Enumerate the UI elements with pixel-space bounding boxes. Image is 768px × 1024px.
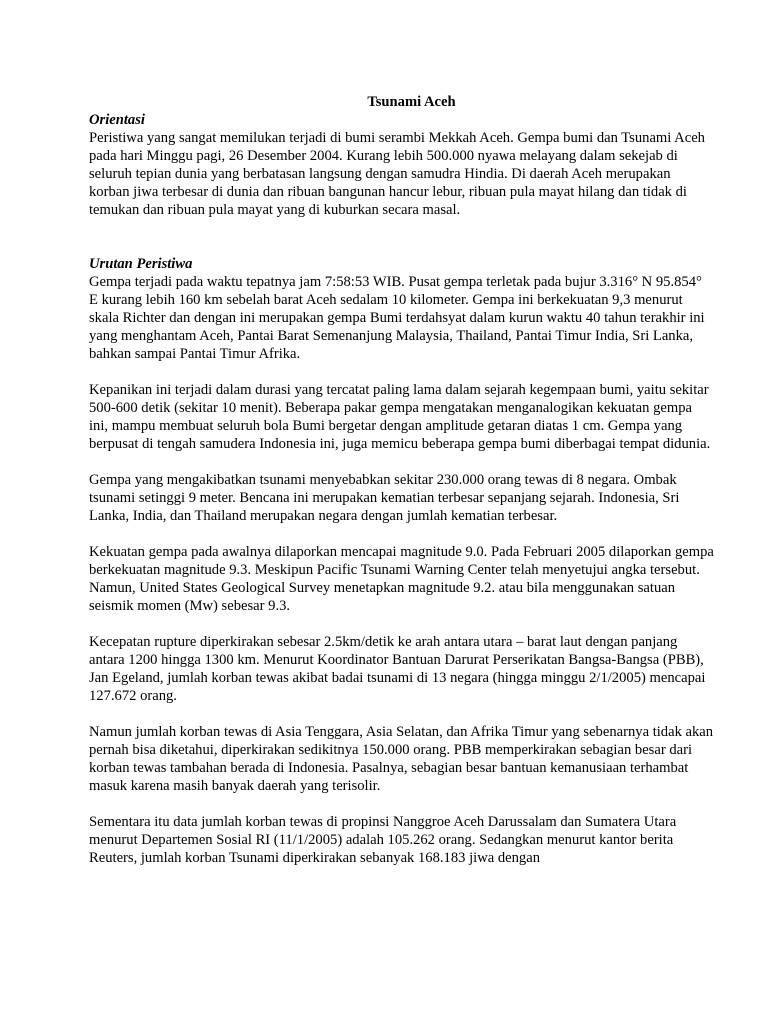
section-spacer: [89, 219, 714, 255]
paragraph-spacer: [89, 795, 714, 813]
section-heading-urutan-peristiwa: Urutan Peristiwa: [89, 256, 193, 272]
paragraph-urutan-2: Kepanikan ini terjadi dalam durasi yang tercatat paling lama dalam sejarah kegempaan bumi, yaitu sekitar 500-600 detik (sekitar 10 menit). Beberapa pakar gempa mengatakan menganalogikan kekuatan gempa ini, mampu membuat seluruh bola Bumi bergetar dengan amplitude getaran diatas 1 cm. Gempa yang berpusat di tengah samudera Indonesia ini, juga memicu beberapa gempa bumi diberbagai tempat didunia.: [89, 382, 711, 452]
paragraph-spacer: [89, 453, 714, 471]
paragraph-orientasi: Peristiwa yang sangat memilukan terjadi di bumi serambi Mekkah Aceh. Gempa bumi dan Tsunami Aceh pada hari Minggu pagi, 26 Desember 2004. Kurang lebih 500.000 nyawa melayang dalam sekejab di seluruh tepian dunia yang berbatasan langsung dengan samudra Hindia. Di daerah Aceh merupakan korban jiwa terbesar di dunia dan ribuan bangunan hancur lebur, ribuan pula mayat hilang dan tidak di temukan dan ribuan pula mayat yang di kuburkan secara masal.: [89, 130, 705, 218]
paragraph-spacer: [89, 705, 714, 723]
document-body: [89, 93, 714, 867]
section-heading-orientasi: Orientasi: [89, 112, 145, 128]
paragraph-urutan-6: Namun jumlah korban tewas di Asia Tenggara, Asia Selatan, dan Afrika Timur yang sebenarnya tidak akan pernah bisa diketahui, diperkirakan sedikitnya 150.000 orang. PBB memperkirakan sebagian besar dari korban tewas tambahan berada di Indonesia. Pasalnya, sebagian besar bantuan kemanusiaan terhambat masuk karena masih banyak daerah yang terisolir.: [89, 724, 714, 794]
document-title: Tsunami Aceh: [367, 94, 456, 110]
paragraph-spacer: [89, 525, 714, 543]
paragraph-urutan-4: Kekuatan gempa pada awalnya dilaporkan mencapai magnitude 9.0. Pada Februari 2005 dilaporkan gempa berkekuatan magnitude 9.3. Meskipun Pacific Tsunami Warning Center telah menyetujui angka tersebut. Namun, United States Geological Survey menetapkan magnitude 9.2. atau bila menggunakan satuan seismik momen (Mw) sebesar 9.3.: [89, 544, 714, 614]
paragraph-urutan-5: Kecepatan rupture diperkirakan sebesar 2.5km/detik ke arah antara utara – barat laut dengan panjang antara 1200 hingga 1300 km. Menurut Koordinator Bantuan Darurat Perserikatan Bangsa-Bangsa (PBB), Jan Egeland, jumlah korban tewas akibat badai tsunami di 13 negara (hingga minggu 2/1/2005) mencapai 127.672 orang.: [89, 634, 706, 704]
paragraph-spacer: [89, 363, 714, 381]
paragraph-urutan-7: Sementara itu data jumlah korban tewas di propinsi Nanggroe Aceh Darussalam dan Sumatera Utara menurut Departemen Sosial RI (11/1/2005) adalah 105.262 orang. Sedangkan menurut kantor berita Reuters, jumlah korban Tsunami diperkirakan sebanyak 168.183 jiwa dengan: [89, 814, 677, 866]
paragraph-urutan-3: Gempa yang mengakibatkan tsunami menyebabkan sekitar 230.000 orang tewas di 8 negara. Ombak tsunami setinggi 9 meter. Bencana ini merupakan kematian terbesar sepanjang sejarah. Indonesia, Sri Lanka, India, dan Thailand merupakan negara dengan jumlah kematian terbesar.: [89, 472, 680, 524]
paragraph-spacer: [89, 615, 714, 633]
paragraph-urutan-1: Gempa terjadi pada waktu tepatnya jam 7:58:53 WIB. Pusat gempa terletak pada bujur 3.316° N 95.854° E kurang lebih 160 km sebelah barat Aceh sedalam 10 kilometer. Gempa ini berkekuatan 9,3 menurut skala Richter dan dengan ini merupakan gempa Bumi terdahsyat dalam kurun waktu 40 tahun terakhir ini yang menghantam Aceh, Pantai Barat Semenanjung Malaysia, Thailand, Pantai Timur India, Sri Lanka, bahkan sampai Pantai Timur Afrika.: [89, 274, 705, 362]
